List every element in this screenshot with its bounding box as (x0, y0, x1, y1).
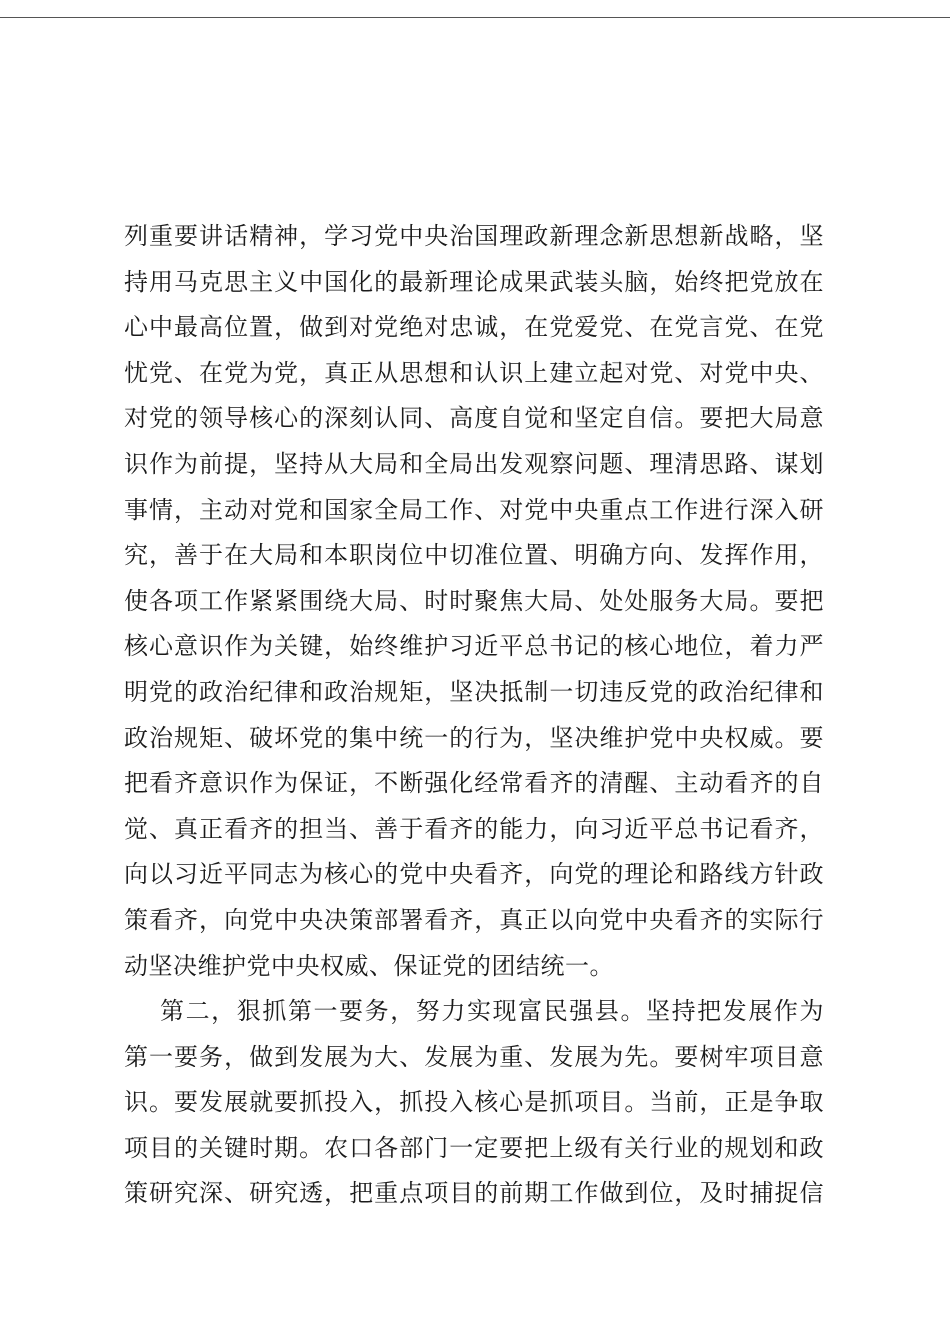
document-body (124, 214, 824, 1217)
text-line: 策看齐，向党中央决策部署看齐，真正以向党中央看齐的实际行 (124, 905, 824, 934)
text-line: 事情，主动对党和国家全局工作、对党中央重点工作进行深入研 (124, 495, 824, 524)
text-line: 识。要发展就要抓投入，抓投入核心是抓项目。当前，正是争取 (124, 1088, 824, 1117)
text-line: 核心意识作为关键，始终维护习近平总书记的核心地位，着力严 (124, 632, 824, 661)
text-line: 明党的政治纪律和政治规矩，坚决抵制一切违反党的政治纪律和 (124, 677, 824, 706)
text-line: 使各项工作紧紧围绕大局、时时聚焦大局、处处服务大局。要把 (124, 586, 824, 615)
header-rule (0, 17, 950, 18)
text-line: 政治规矩、破坏党的集中统一的行为，坚决维护党中央权威。要 (124, 723, 824, 752)
text-line: 对党的领导核心的深刻认同、高度自觉和坚定自信。要把大局意 (124, 404, 824, 433)
text-line: 列重要讲话精神，学习党中央治国理政新理念新思想新战略，坚 (124, 222, 824, 250)
text-line: 觉、真正看齐的担当、善于看齐的能力，向习近平总书记看齐， (124, 814, 824, 843)
text-line: 忧党、在党为党，真正从思想和认识上建立起对党、对党中央、 (124, 358, 824, 387)
text-line: 策研究深、研究透，把重点项目的前期工作做到位，及时捕捉信 (124, 1179, 824, 1208)
text-line: 向以习近平同志为核心的党中央看齐，向党的理论和路线方针政 (124, 860, 824, 889)
text-line: 第二，狠抓第一要务，努力实现富民强县。坚持把发展作为 (160, 997, 824, 1026)
paragraph-2 (124, 989, 824, 1217)
text-line: 心中最高位置，做到对党绝对忠诚，在党爱党、在党言党、在党 (124, 313, 824, 342)
text-line: 识作为前提，坚持从大局和全局出发观察问题、理清思路、谋划 (124, 449, 824, 478)
text-line: 动坚决维护党中央权威、保证党的团结统一。 (124, 951, 614, 980)
text-line: 第一要务，做到发展为大、发展为重、发展为先。要树牢项目意 (124, 1042, 824, 1071)
paragraph-1 (124, 214, 824, 989)
text-line: 项目的关键时期。农口各部门一定要把上级有关行业的规划和政 (124, 1133, 824, 1162)
text-line: 把看齐意识作为保证，不断强化经常看齐的清醒、主动看齐的自 (124, 769, 824, 798)
text-line: 持用马克思主义中国化的最新理论成果武装头脑，始终把党放在 (124, 267, 824, 296)
text-line: 究，善于在大局和本职岗位中切准位置、明确方向、发挥作用， (124, 541, 824, 570)
